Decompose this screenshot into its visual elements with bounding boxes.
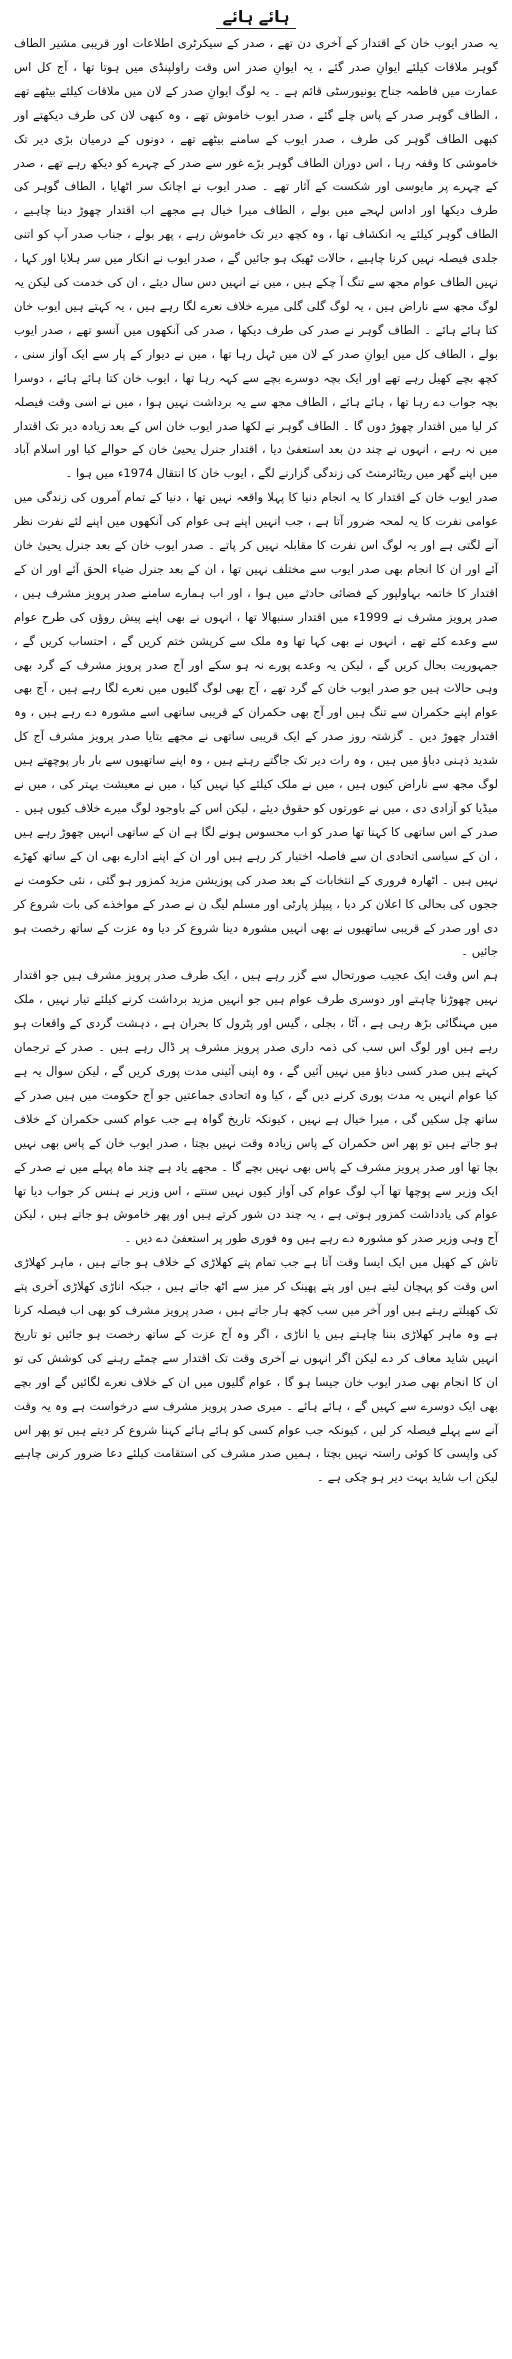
paragraph-4: تاش کے کھیل میں ایک ایسا وقت آتا ہے جب تمام پتے کھلاڑی کے خلاف ہو جاتے ہیں ، ماہر کھلاڑی اس وقت کو پہچان لیتے ہیں اور پتے پھینک کر میز سے اٹھ جاتے ہیں ، جبکہ اناڑی کھلاڑی آخری پتے تک کھیلتے رہتے ہیں اور آخر میں سب کچھ ہار جاتے ہیں ، صدر پرویز مشرف کو بھی اب فیصلہ کرنا ہے وہ ماہر کھلاڑی بننا چاہتے ہیں یا اناڑی ، اگر وہ آج عزت کے ساتھ رخصت ہو جائیں تو تاریخ انہیں شاید معاف کر دے لیکن اگر انہوں نے آخری وقت تک اقتدار سے چمٹے رہنے کی کوشش کی تو ان کا انجام بھی صدر ایوب خان جیسا ہو گا ، عوام گلیوں میں ان کے خلاف نعرے لگائیں گے اور بچے بھی ایک دوسرے سے کہیں گے ، ہائے ہائے ۔ میری صدر پرویز مشرف سے درخواست ہے وہ یہ وقت آنے سے پہلے فیصلہ کر لیں ، کیونکہ جب عوام کسی کو ہائے ہائے کہنا شروع کر دیتے ہیں تو پھر اس کی واپسی کا کوئی راستہ نہیں بچتا ، ہمیں صدر مشرف کی استقامت کیلئے دعا ضرور کرنی چاہیے لیکن اب شاید بہت دیر ہو چکی ہے ۔: [14, 1255, 498, 1485]
paragraph-3: ہم اس وقت ایک عجیب صورتحال سے گزر رہے ہیں ، ایک طرف صدر پرویز مشرف ہیں جو اقتدار نہیں چھوڑنا چاہتے اور دوسری طرف عوام ہیں جو انہیں مزید برداشت کرنے کیلئے تیار نہیں ، ملک میں مہنگائی بڑھ رہی ہے ، آٹا ، بجلی ، گیس اور پٹرول کا بحران ہے ، دہشت گردی کے واقعات ہو رہے ہیں اور لوگ اس سب کی ذمہ داری صدر پرویز مشرف پر ڈال رہے ہیں ۔ صدر کے ترجمان کہتے ہیں صدر کسی دباؤ میں نہیں آئیں گے ، وہ اپنی آئینی مدت پوری کریں گے ، لیکن سوال یہ ہے کیا عوام انہیں یہ مدت پوری کرنے دیں گے ، کیا وہ اتحادی جماعتیں جو آج حکومت میں ہیں صدر کے ساتھ چل سکیں گی ، میرا خیال ہے نہیں ، کیونکہ تاریخ گواہ ہے جب عوام کسی حکمران کے خلاف ہو جاتے ہیں تو پھر اس حکمران کے پاس زیادہ وقت نہیں بچتا ، صدر ایوب خان کے پاس بھی نہیں بچا تھا اور صدر پرویز مشرف کے پاس بھی نہیں بچے گا ۔ مجھے یاد ہے چند ماہ پہلے میں نے صدر کے ایک وزیر سے پوچھا تھا آپ لوگ عوام کی آواز کیوں نہیں سنتے ، اس وزیر نے ہنس کر جواب دیا تھا عوام کی یادداشت کمزور ہوتی ہے ، یہ چند دن شور کرتے ہیں اور پھر خاموش ہو جاتے ہیں ، لیکن آج وہی وزیر صدر کو مشورہ دے رہے ہیں وہ فوری طور پر استعفیٰ دے دیں ۔: [14, 968, 498, 1246]
paragraph-1: یہ صدر ایوب خان کے اقتدار کے آخری دن تھے ، صدر کے سیکرٹری اطلاعات اور قریبی مشیر الطاف گوہر ملاقات کیلئے ایوانِ صدر گئے ، یہ ایوانِ صدر اس وقت راولپنڈی میں ہوتا تھا ، آج کل اس عمارت میں فاطمہ جناح یونیورسٹی قائم ہے ۔ یہ لوگ ایوانِ صدر کے لان میں ملاقات کیلئے بیٹھے تھے ، الطاف گوہر صدر کے پاس چلے گئے ، صدر ایوب خاموش تھے ، وہ کبھی لان کی طرف دیکھتے اور کبھی الطاف گوہر کی طرف ، صدر ایوب کے سامنے بیٹھے تھے ، دونوں کے درمیان بڑی دیر تک خاموشی کا وقفہ رہا ، اس دوران الطاف گوہر بڑے غور سے صدر کے چہرے کو دیکھ رہے تھے ، صدر کے چہرے پر مایوسی اور شکست کے آثار تھے ۔ صدر ایوب نے اچانک سر اٹھایا ، الطاف گوہر کی طرف دیکھا اور اداس لہجے میں بولے ، الطاف میرا خیال ہے مجھے اب اقتدار چھوڑ دینا چاہیے ، الطاف گوہر کیلئے یہ انکشاف تھا ، وہ کچھ دیر تک خاموش رہے ، پھر بولے ، جناب صدر آپ کو اتنی جلدی فیصلہ نہیں کرنا چاہیے ، حالات ٹھیک ہو جائیں گے ، صدر ایوب نے انکار میں سر ہلایا اور کہا ، نہیں الطاف عوام مجھ سے تنگ آ چکے ہیں ، میں نے انہیں دس سال دیئے ، ان کی خدمت کی لیکن یہ لوگ مجھ سے ناراض ہیں ، یہ لوگ گلی گلی میرے خلاف نعرے لگا رہے ہیں ، یہ کہتے ہیں ایوب خان کتا ہائے ہائے ۔ الطاف گوہر نے صدر کی طرف دیکھا ، صدر کی آنکھوں میں آنسو تھے ، صدر ایوب بولے ، الطاف کل میں ایوانِ صدر کے لان میں ٹہل رہا تھا ، میں نے دیوار کے پار سے ایک آواز سنی ، کچھ بچے کھیل رہے تھے اور ایک بچہ دوسرے بچے سے کہہ رہا تھا ، ایوب خان کتا ہائے ہائے ، دوسرا بچہ جواب دے رہا تھا ، ہائے ہائے ، الطاف مجھ سے یہ برداشت نہیں ہوا ، میں نے اسی وقت فیصلہ کر لیا میں اقتدار چھوڑ دوں گا ۔ الطاف گوہر نے لکھا صدر ایوب خان اس کے بعد زیادہ دیر تک اقتدار میں نہ رہے ، انہوں نے چند دن بعد استعفیٰ دیا ، اقتدار جنرل یحییٰ خان کے حوالے کیا اور اسلام آباد میں اپنے گھر میں ریٹائرمنٹ کی زندگی گزارنے لگے ، ایوب خان کا انتقال 1974ء میں ہوا ۔: [14, 36, 498, 481]
article-body: [14, 32, 498, 1490]
headline: ہائے ہائے: [216, 6, 295, 29]
paragraph-2: صدر ایوب خان کے اقتدار کا یہ انجام دنیا کا پہلا واقعہ نہیں تھا ، دنیا کے تمام آمروں کی زندگی میں عوامی نفرت کا یہ لمحہ ضرور آتا ہے ، جب انہیں اپنے ہی عوام کی آنکھوں میں اپنے لئے نفرت نظر آنے لگتی ہے اور یہ لوگ اس نفرت کا مقابلہ نہیں کر پاتے ۔ صدر ایوب خان کے بعد جنرل یحییٰ خان آئے اور ان کا انجام بھی صدر ایوب سے مختلف نہیں تھا ، ان کے بعد جنرل ضیاء الحق آئے اور ان کے اقتدار کا خاتمہ بہاولپور کے فضائی حادثے میں ہوا ، اور اب ہمارے سامنے صدر پرویز مشرف ہیں ، صدر پرویز مشرف نے 1999ء میں اقتدار سنبھالا تھا ، انہوں نے بھی اپنے پیش روؤں کی طرح عوام سے وعدے کئے تھے ، انہوں نے بھی کہا تھا وہ ملک سے کرپشن ختم کریں گے ، احتساب کریں گے ، جمہوریت بحال کریں گے ، لیکن یہ وعدے پورے نہ ہو سکے اور آج صدر پرویز مشرف کے گرد بھی وہی حالات ہیں جو صدر ایوب خان کے گرد تھے ، آج بھی لوگ گلیوں میں نعرے لگا رہے ہیں ، آج بھی عوام اپنے حکمران سے تنگ ہیں اور آج بھی حکمران کے قریبی ساتھی اسے مشورہ دے رہے ہیں ، وہ اقتدار چھوڑ دیں ۔ گزشتہ روز صدر کے ایک قریبی ساتھی نے مجھے بتایا صدر پرویز مشرف آج کل شدید ذہنی دباؤ میں ہیں ، وہ رات دیر تک جاگتے رہتے ہیں ، وہ اپنے ساتھیوں سے بار بار پوچھتے ہیں لوگ مجھ سے ناراض کیوں ہیں ، میں نے ملک کیلئے کیا نہیں کیا ، میں نے معیشت بہتر کی ، میں نے میڈیا کو آزادی دی ، میں نے عورتوں کو حقوق دیئے ، لیکن اس کے باوجود لوگ میرے خلاف کیوں ہیں ۔ صدر کے اس ساتھی کا کہنا تھا صدر کو اب محسوس ہونے لگا ہے ان کے ساتھی انہیں چھوڑ رہے ہیں ، ان کے سیاسی اتحادی ان سے فاصلہ اختیار کر رہے ہیں اور ان کے اپنے ادارے بھی ان کے ساتھ کھڑے نہیں ہیں ۔ اٹھارہ فروری کے انتخابات کے بعد صدر کی پوزیشن مزید کمزور ہو گئی ، نئی حکومت نے ججوں کی بحالی کا اعلان کر دیا ، پیپلز پارٹی اور مسلم لیگ ن نے صدر کے مواخذے کی بات شروع کر دی اور صدر کے قریبی ساتھیوں نے بھی انہیں مشورہ دینا شروع کر دیا وہ عزت کے ساتھ رخصت ہو جائیں ۔: [14, 490, 498, 959]
headline-container: [14, 6, 498, 32]
